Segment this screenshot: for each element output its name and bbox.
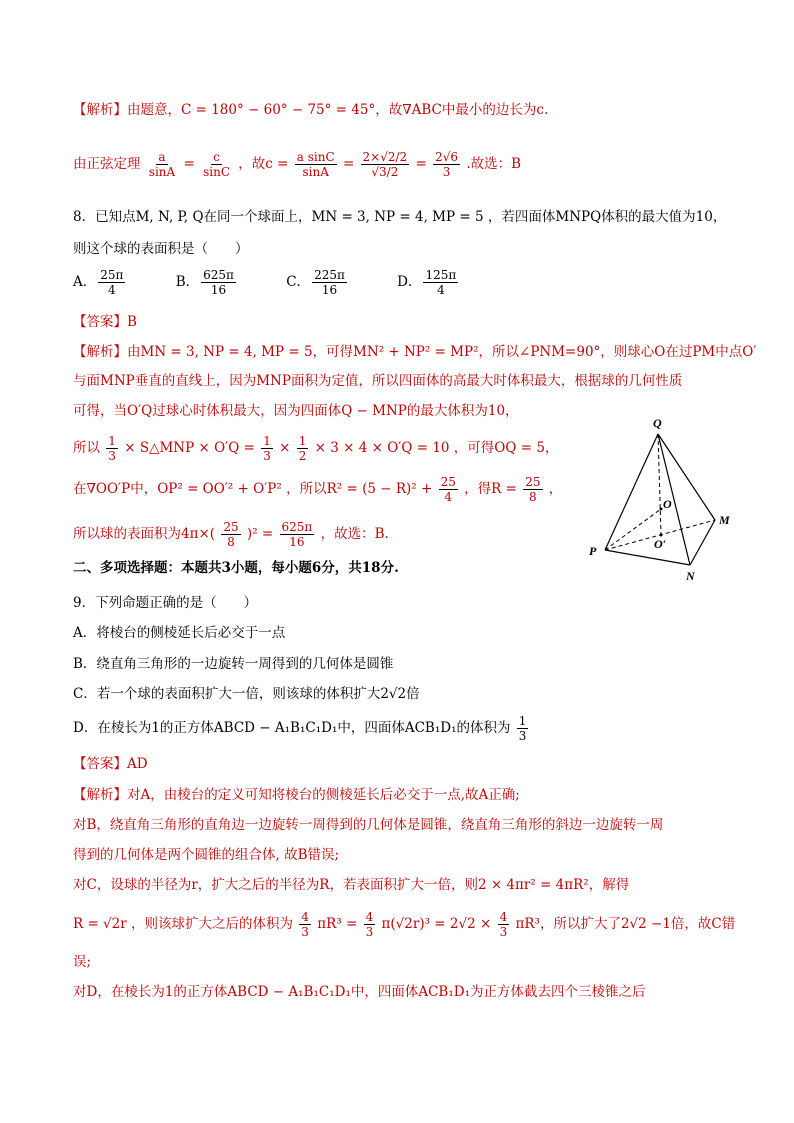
- q9-analysis-line7: 对D，在棱长为1的正方体ABCD − A₁B₁C₁D₁中，四面体ACB₁D₁为正方体截去四个三棱锥之后: [73, 984, 646, 1000]
- q9-analysis-line3: 得到的几何体是两个圆锥的组合体, 故B错误;: [73, 847, 340, 863]
- q9-option-c: C．若一个球的表面积扩大一倍，则该球的体积扩大2√2倍: [73, 686, 420, 702]
- q9-option-a: A．将棱台的侧棱延长后必交于一点: [73, 625, 286, 641]
- q8-options: [73, 268, 504, 297]
- fraction: $\frac{2√6}{3}$: [435, 150, 459, 179]
- q9-option-d: D．在棱长为1的正方体ABCD − A₁B₁C₁D₁中，四面体ACB₁D₁的体积为 $\frac{1}{3}$: [73, 714, 527, 743]
- q9-analysis-line5: R = √2r ，则该球扩大之后的体积为 $\frac{4}{3}$ πR³ = $\frac{4}{3}$ π(√2r)³ = 2√2 × $\frac{4}{3}$ πR³，所以扩大了2√2 −1倍，故C错: [73, 910, 736, 939]
- analysis-tag: 【解析】: [73, 102, 127, 118]
- label-n: N: [686, 569, 695, 583]
- answer-tag: 【答案】: [73, 314, 127, 330]
- q9-analysis-line6: 误;: [73, 954, 92, 970]
- analysis7-line1: [73, 100, 548, 120]
- answer-value: AD: [127, 756, 148, 772]
- label-m: M: [719, 513, 730, 527]
- q8-option-b: B． $\frac{625\pi}{16}$: [175, 268, 234, 297]
- q8-analysis-line4: 所以 $\frac{1}{3}$ × S△MNP × O′Q = $\frac{1}{3}$ × $\frac{1}{2}$ × 3 × 4 × O′Q = 10 ，可得OQ = 5，: [73, 434, 559, 463]
- fraction: $\frac{\text{a sinC}}{\sin A}$: [296, 150, 335, 179]
- text: =: [415, 156, 427, 172]
- text: =: [183, 156, 195, 172]
- label-p: P: [589, 544, 597, 558]
- label-q: Q: [653, 416, 662, 430]
- text: .故选：B: [466, 156, 522, 172]
- q8-analysis-line6: 所以球的表面积为4π×( $\frac{25}{8}$ )² = $\frac{625\pi}{16}$ ，故选：B.: [73, 520, 389, 549]
- fraction: $\frac{2\times√2/2}{√3/2}$: [362, 150, 408, 179]
- q8-option-c: C． $\frac{225\pi}{16}$: [286, 268, 345, 297]
- q9-answer: [73, 754, 148, 774]
- q8-stem-line1: 8．已知点M, N, P, Q在同一个球面上，MN = 3, NP = 4, MP = 5 ，若四面体MNPQ体积的最大值为10，: [73, 209, 727, 225]
- tetrahedron-figure: [575, 412, 745, 592]
- answer-tag: 【答案】: [73, 756, 127, 772]
- text: =: [342, 156, 355, 172]
- q8-answer: [73, 312, 137, 332]
- q9-option-b: B．绕直角三角形的一边旋转一周得到的几何体是圆锥: [73, 656, 394, 672]
- q9-analysis-line4: 对C，设球的半径为r，扩大之后的半径为R，若表面积扩大一倍，则2 × 4πr² = 4πR²，解得: [73, 877, 630, 893]
- answer-value: B: [127, 314, 137, 330]
- analysis7-line2: [73, 150, 521, 179]
- q8-analysis-line3: 可得，当O′Q过球心时体积最大，因为四面体Q − MNP的最大体积为10，: [73, 403, 519, 419]
- q9-analysis-line1: 【解析】对A，由棱台的定义可知将棱台的侧棱延长后必交于一点,故A正确;: [73, 787, 520, 803]
- fraction: $\frac{a}{\sin A}$: [148, 150, 176, 179]
- q8-analysis-line2: 与面MNP垂直的直线上，因为MNP面积为定值，所以四面体的高最大时体积最大，根据球的几何性质: [73, 373, 683, 389]
- analysis-text: 由题意，C = 180° − 60° − 75° = 45°，故∇ABC中最小的边长为c.: [127, 102, 549, 118]
- text: ，故c =: [238, 156, 289, 172]
- q8-option-d: D． $\frac{125\pi}{4}$: [397, 268, 457, 297]
- text: 由正弦定理: [73, 156, 141, 172]
- q9-analysis-line2: 对B，绕直角三角形的直角边一边旋转一周得到的几何体是圆锥，绕直角三角形的斜边一边旋转一周: [73, 817, 664, 833]
- q8-analysis-line5: 在∇OO′P中，OP² = OO′² + O′P² ，所以R² = (5 − R)² + $\frac{25}{4}$ ，得R = $\frac{25}{8}$ ，: [73, 475, 563, 504]
- text: 由MN = 3, NP = 4, MP = 5，可得MN² + NP² = MP²，所以∠PNM=90°，则球心O在过PM中点O′: [127, 344, 757, 360]
- q8-stem-line2: 则这个球的表面积是（ ）: [73, 241, 249, 257]
- analysis-tag: 【解析】: [73, 344, 127, 360]
- label-o: O: [663, 497, 672, 511]
- fraction: $\frac{c}{\sin C}$: [203, 150, 230, 179]
- q8-option-a: A． $\frac{25\pi}{4}$: [73, 268, 124, 297]
- analysis-tag: 【解析】: [73, 787, 127, 803]
- q9-stem: 9．下列命题正确的是（ ）: [73, 595, 258, 611]
- label-o-prime: O′: [654, 537, 667, 551]
- q8-analysis-line1: [73, 342, 756, 362]
- section-heading: 二、多项选择题：本题共3小题，每小题6分，共18分.: [73, 560, 399, 576]
